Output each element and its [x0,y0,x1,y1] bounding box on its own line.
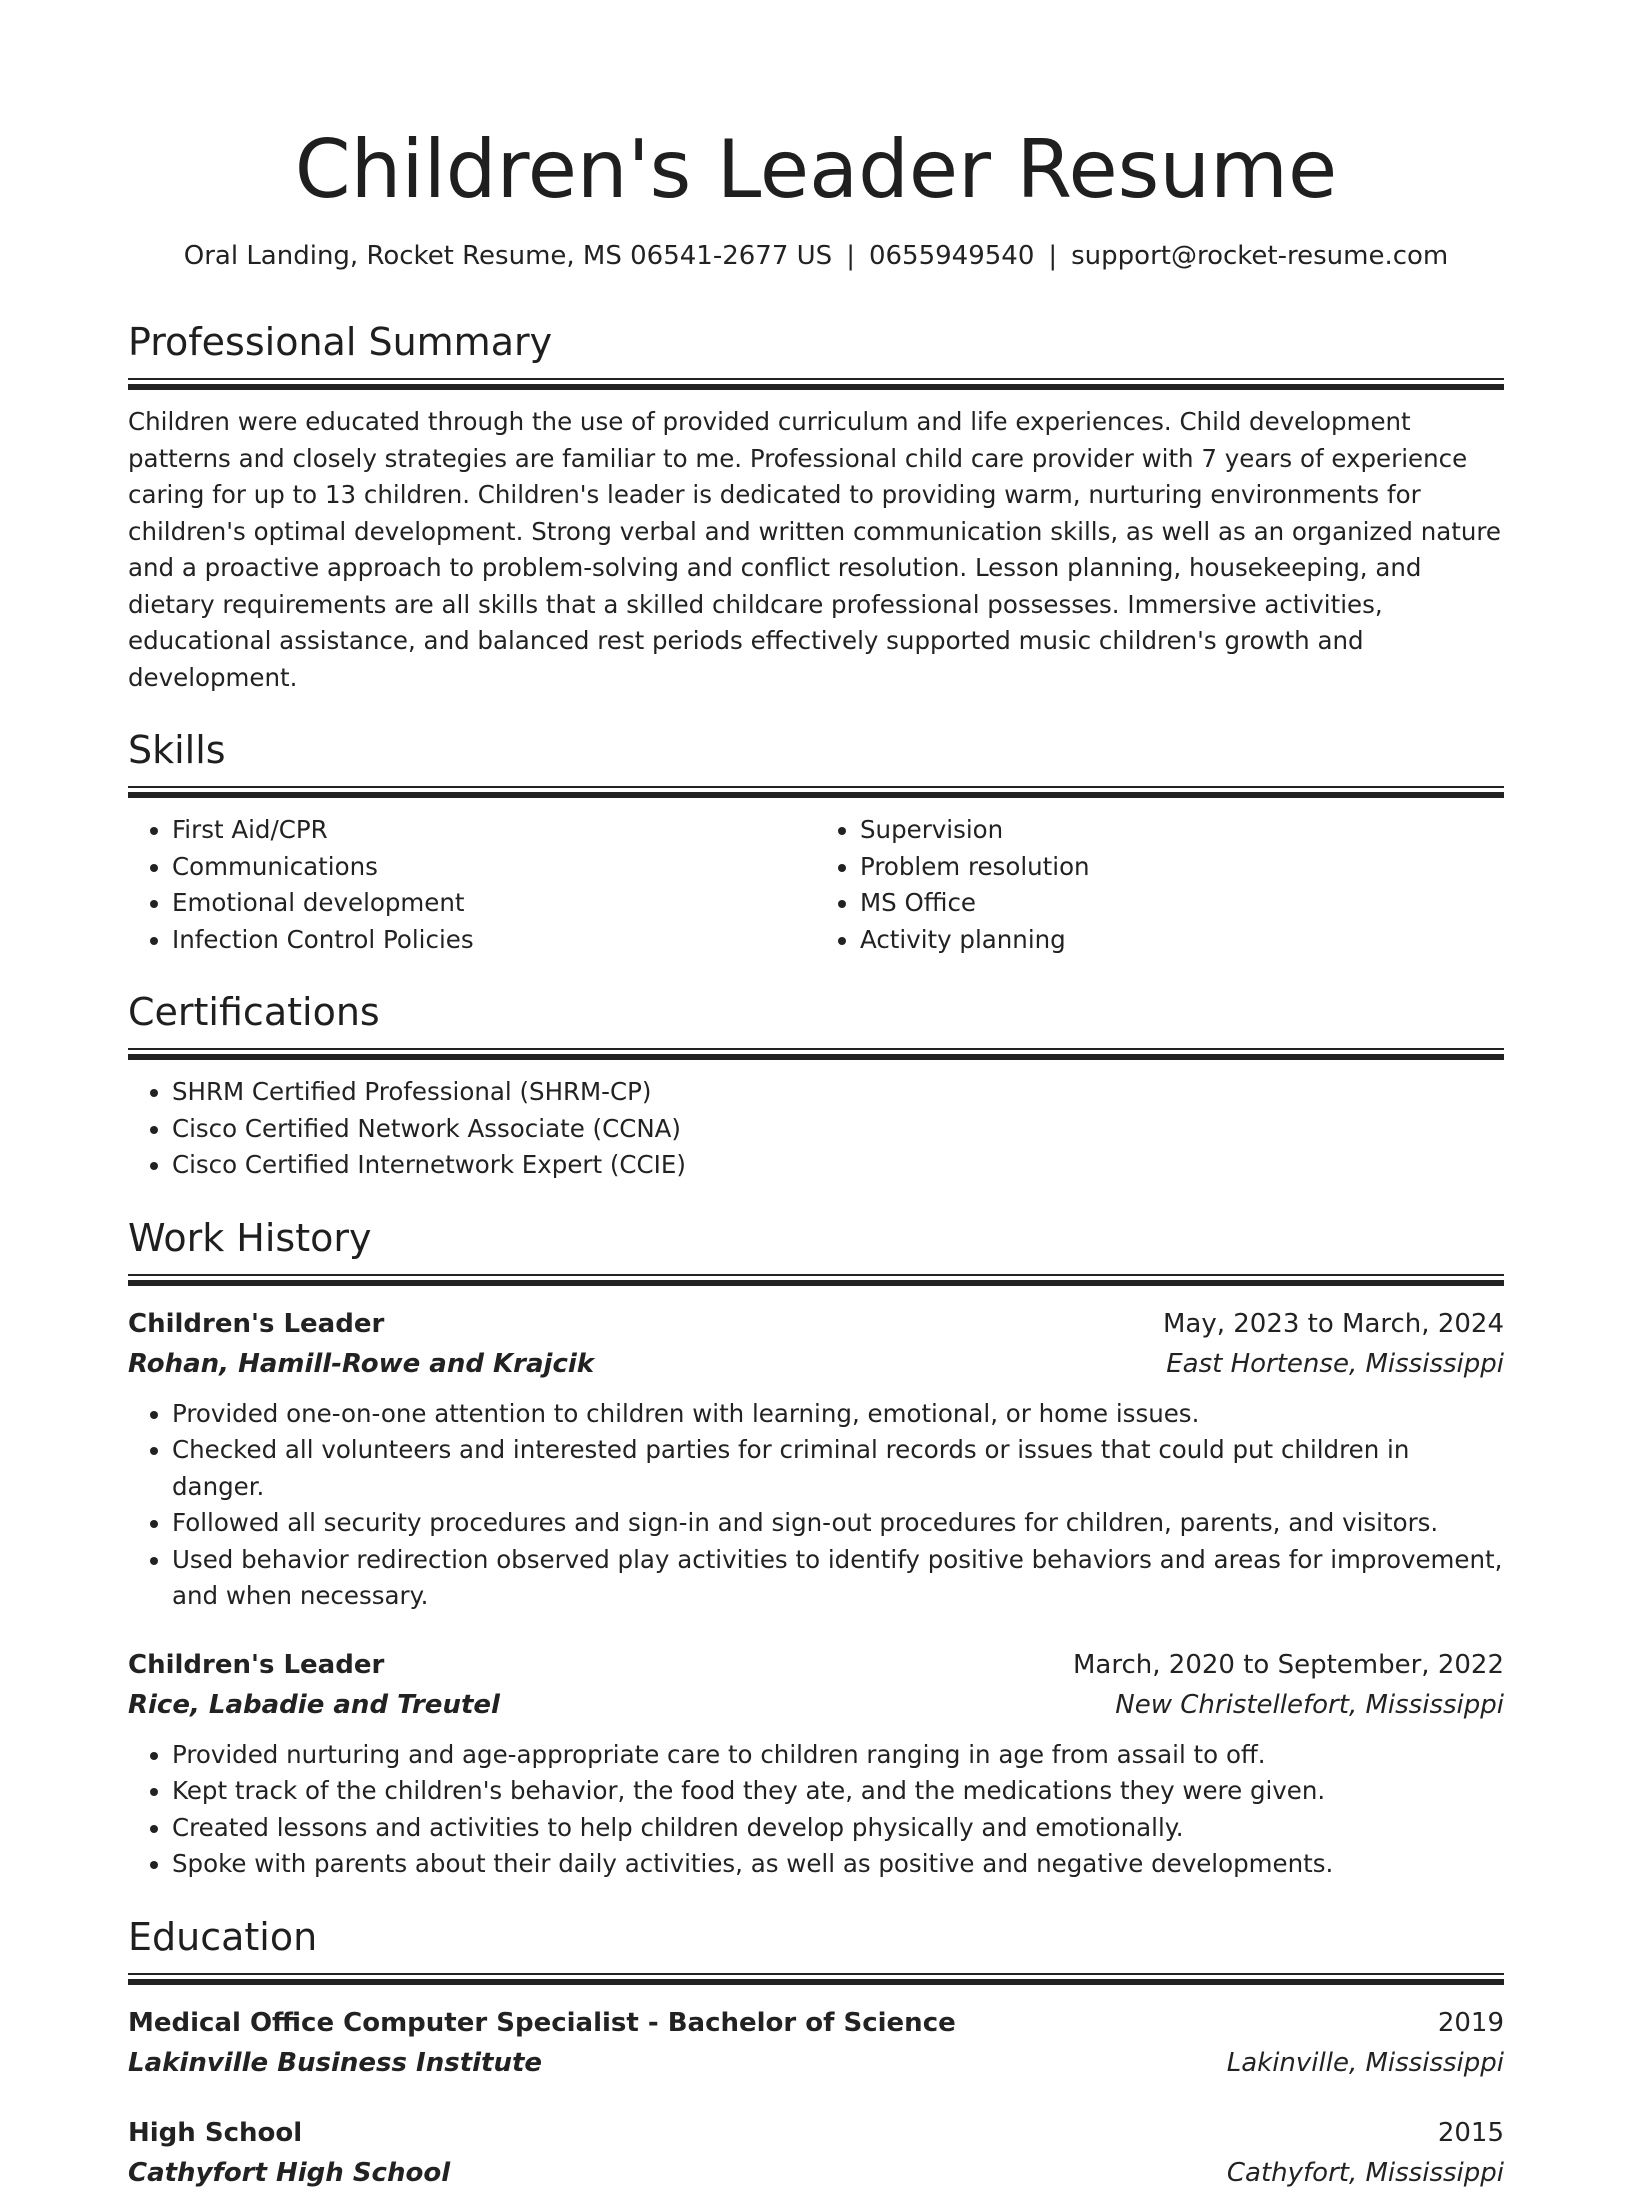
skill-item: • Problem resolution [860,849,1504,886]
job-location: East Hortense, Mississippi [1166,1348,1504,1379]
section-divider [128,786,1504,798]
certification-item: • Cisco Certified Network Associate (CCNA) [172,1111,1504,1148]
skill-item: • Emotional development [172,885,816,922]
education-year: 2019 [1437,2007,1504,2038]
work-heading: Work History [128,1215,372,1260]
education-degree: Medical Office Computer Specialist - Bachelor of Science [128,2007,956,2038]
job-bullet: • Provided nurturing and age-appropriate care to children ranging in age from assail to off. [172,1737,1504,1774]
job-employer: Rohan, Hamill-Rowe and Krajcik [128,1348,595,1379]
contact-phone: 0655949540 [868,241,1035,271]
job-dates: March, 2020 to September, 2022 [1073,1649,1504,1680]
job-employer: Rice, Labadie and Treutel [128,1689,500,1720]
section-divider [128,378,1504,390]
education-degree: High School [128,2117,303,2148]
summary-heading: Professional Summary [128,320,553,364]
certification-item: • SHRM Certified Professional (SHRM-CP) [172,1074,1504,1111]
section-divider [128,1973,1504,1985]
section-divider [128,1274,1504,1286]
resume-title: Children's Leader Resume [294,123,1338,216]
certification-item: • Cisco Certified Internetwork Expert (CCIE) [172,1147,1504,1184]
skills-list-right [816,812,1504,958]
summary-text: Children were educated through the use of provided curriculum and life experiences. Child development patterns and closely strategies are familiar to me. Professional child care provider with 7 years of experience caring for up to 13 children. Children's leader is dedicated to providing warm, nurturing environments for children's optimal development. Strong verbal and written communication skills, as well as an organized nature and a proactive approach to problem-solving and conflict resolution. Lesson planning, housekeeping, and dietary requirements are all skills that a skilled childcare professional possesses. Immersive activities, educational assistance, and balanced rest periods effectively supported music children's growth and development. [128,407,1501,692]
skill-item: • Communications [172,849,816,886]
resume-page [128,0,1504,2193]
contact-separator: | [846,241,855,271]
education-school: Lakinville Business Institute [128,2047,543,2078]
job-title: Children's Leader [128,1649,385,1680]
job-bullet: • Kept track of the children's behavior, the food they ate, and the medications they were given. [172,1773,1504,1810]
education-entry [128,2113,1504,2193]
education-heading: Education [128,1914,318,1959]
skill-item: • Activity planning [860,922,1504,959]
certifications-list [128,1074,1504,1184]
job-bullet: • Created lessons and activities to help children develop physically and emotionally. [172,1810,1504,1847]
skill-item: • Supervision [860,812,1504,849]
education-entry [128,2003,1504,2083]
education-year: 2015 [1437,2117,1504,2148]
job-bullets [128,1396,1504,1615]
contact-separator: | [1048,241,1058,271]
section-divider [128,1048,1504,1060]
job-bullet: • Followed all security procedures and sign-in and sign-out procedures for children, parents, and visitors. [172,1505,1504,1542]
job-bullet: • Used behavior redirection observed play activities to identify positive behaviors and areas for improvement, and when necessary. [172,1542,1504,1615]
skills-heading: Skills [128,728,226,772]
job-title: Children's Leader [128,1308,385,1339]
skill-item: • MS Office [860,885,1504,922]
job-entry [128,1304,1504,1615]
skill-item: • First Aid/CPR [172,812,816,849]
skill-item: • Infection Control Policies [172,922,816,959]
education-location: Cathyfort, Mississippi [1226,2157,1504,2188]
job-bullet: • Checked all volunteers and interested parties for criminal records or issues that could put children in danger. [172,1432,1504,1505]
contact-line [128,238,1504,274]
skills-list-left [128,812,816,958]
skills-grid [128,812,1504,958]
certifications-heading: Certifications [128,990,380,1034]
job-dates: May, 2023 to March, 2024 [1162,1308,1504,1339]
job-bullet: • Spoke with parents about their daily activities, as well as positive and negative developments. [172,1846,1504,1883]
contact-address: Oral Landing, Rocket Resume, MS 06541-2677 US [183,241,833,271]
education-school: Cathyfort High School [128,2157,451,2188]
job-location: New Christellefort, Mississippi [1115,1689,1504,1720]
job-bullet: • Provided one-on-one attention to children with learning, emotional, or home issues. [172,1396,1504,1433]
job-entry [128,1645,1504,1883]
job-bullets [128,1737,1504,1883]
contact-email: support@rocket-resume.com [1071,241,1449,271]
education-location: Lakinville, Mississippi [1226,2047,1504,2078]
